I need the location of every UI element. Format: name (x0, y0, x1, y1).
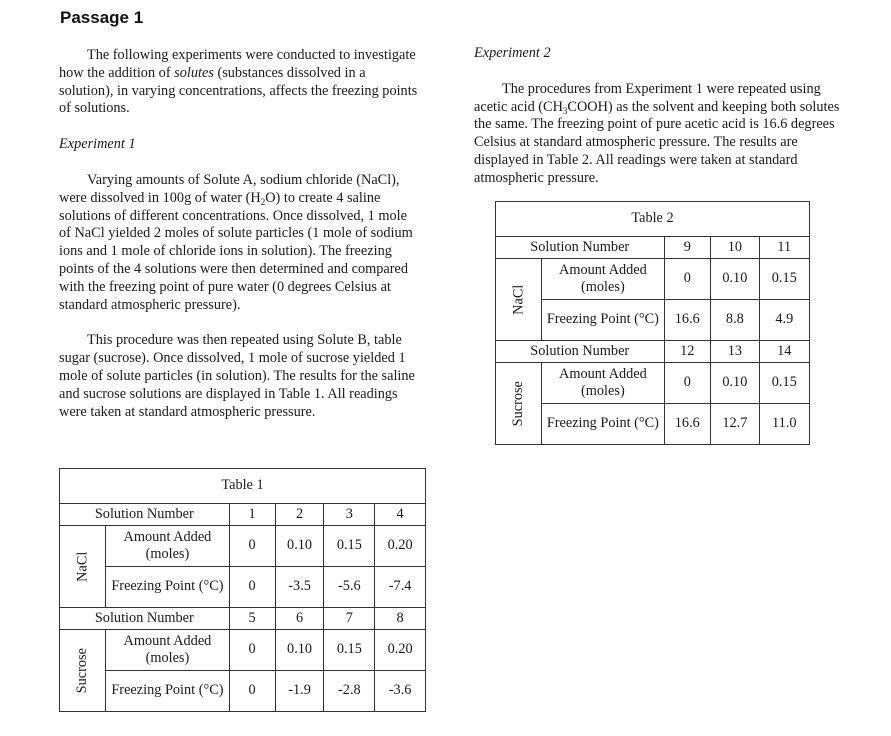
solute-label-sucrose: Sucrose (60, 630, 106, 712)
solution-number-cell: 4 (375, 504, 426, 526)
solute-label-nacl: NaCl (60, 526, 106, 608)
left-column (59, 47, 419, 421)
freezing-point-cell: 8.8 (711, 300, 759, 341)
amount-cell: 0 (229, 526, 275, 567)
experiment1-paragraph2: This procedure was then repeated using Solute B, table sugar (sucrose). Once dissolved, 1 mole of sucrose yielded 1 mole of solute particles (in solution). The results for the saline and sucrose solutions are displayed in Table 1. All readings were taken at standard atmospheric pressure. (59, 332, 415, 420)
solution-number-cell: 8 (375, 608, 426, 630)
amount-added-label: Amount Added (moles) (106, 630, 229, 671)
solution-number-cell: 7 (324, 608, 375, 630)
freezing-point-cell: 11.0 (759, 404, 809, 445)
amount-added-label: Amount Added (moles) (106, 526, 229, 567)
freezing-point-cell: 12.7 (711, 404, 759, 445)
solution-number-cell: 13 (711, 341, 759, 363)
experiment1-paragraph1: Varying amounts of Solute A, sodium chloride (NaCl), were dissolved in 100g of water $(H_2O)$ to create 4 saline solutions of different concentrations. Once dissolved, 1 mole of NaCl yielded 2 moles of solute particles (1 mole of sodium ions and 1 mole of chloride ions in solution). The freezing points of the 4 solutions were then determined and compared with the freezing point of pure water (0 degrees Celsius at standard atmospheric pressure). (59, 171, 413, 313)
solution-number-cell: 11 (759, 237, 809, 259)
solution-number-cell: 9 (664, 237, 711, 259)
freezing-point-cell: -2.8 (324, 671, 375, 712)
freezing-point-label: Freezing Point (°C) (542, 300, 664, 341)
solution-number-cell: 14 (759, 341, 809, 363)
freezing-point-cell: -3.6 (375, 671, 426, 712)
solution-number-cell: 3 (324, 504, 375, 526)
amount-cell: 0.10 (275, 630, 324, 671)
amount-cell: 0 (664, 363, 711, 404)
amount-cell: 0.10 (711, 259, 759, 300)
amount-cell: 0.15 (324, 526, 375, 567)
freezing-point-label: Freezing Point (°C) (106, 671, 229, 712)
amount-cell: 0.20 (375, 526, 426, 567)
solution-number-cell: 1 (229, 504, 275, 526)
solution-number-label: Solution Number (496, 341, 665, 363)
solution-number-label: Solution Number (60, 608, 230, 630)
right-column (474, 45, 844, 188)
amount-added-label: Amount Added (moles) (542, 363, 664, 404)
amount-cell: 0 (664, 259, 711, 300)
freezing-point-cell: 16.6 (664, 404, 711, 445)
amount-cell: 0.20 (375, 630, 426, 671)
table-1 (59, 468, 426, 712)
amount-cell: 0.15 (759, 259, 809, 300)
intro-paragraph: The following experiments were conducted to investigate how the addition of solutes (substances dissolved in a solution), in varying concentrations, affects the freezing points of solutions. (59, 47, 418, 117)
freezing-point-cell: 0 (229, 671, 275, 712)
freezing-point-label: Freezing Point (°C) (542, 404, 664, 445)
passage-title: Passage 1 (60, 8, 144, 27)
table-2 (495, 201, 810, 445)
amount-cell: 0.10 (711, 363, 759, 404)
freezing-point-cell: -3.5 (275, 567, 324, 608)
freezing-point-label: Freezing Point (°C) (106, 567, 229, 608)
freezing-point-cell: 0 (229, 567, 275, 608)
freezing-point-cell: -5.6 (324, 567, 375, 608)
freezing-point-cell: 16.6 (664, 300, 711, 341)
freezing-point-cell: 4.9 (759, 300, 809, 341)
amount-cell: 0.15 (324, 630, 375, 671)
experiment2-paragraph: The procedures from Experiment 1 were repeated using acetic acid $(CH_3COOH)$ as the solvent and keeping both solutes the same. The freezing point of pure acetic acid is 16.6 degrees Celsius at standard atmospheric pressure. The results are displayed in Table 2. All readings were taken at standard atmospheric pressure. (474, 80, 840, 186)
solution-number-cell: 6 (275, 608, 324, 630)
freezing-point-cell: -7.4 (375, 567, 426, 608)
solution-number-label: Solution Number (496, 237, 665, 259)
amount-added-label: Amount Added (moles) (542, 259, 664, 300)
solution-number-label: Solution Number (60, 504, 230, 526)
amount-cell: 0 (229, 630, 275, 671)
amount-cell: 0.10 (275, 526, 324, 567)
solution-number-cell: 10 (711, 237, 759, 259)
table-caption: Table 2 (496, 202, 810, 237)
experiment2-heading: Experiment 2 (474, 45, 551, 61)
amount-cell: 0.15 (759, 363, 809, 404)
solute-label-nacl: NaCl (496, 259, 542, 341)
solution-number-cell: 2 (275, 504, 324, 526)
freezing-point-cell: -1.9 (275, 671, 324, 712)
solution-number-cell: 12 (664, 341, 711, 363)
solutes-term: solutes (174, 64, 214, 81)
experiment1-heading: Experiment 1 (59, 136, 136, 153)
solution-number-cell: 5 (229, 608, 275, 630)
table-caption: Table 1 (60, 469, 426, 504)
solute-label-sucrose: Sucrose (496, 363, 542, 445)
